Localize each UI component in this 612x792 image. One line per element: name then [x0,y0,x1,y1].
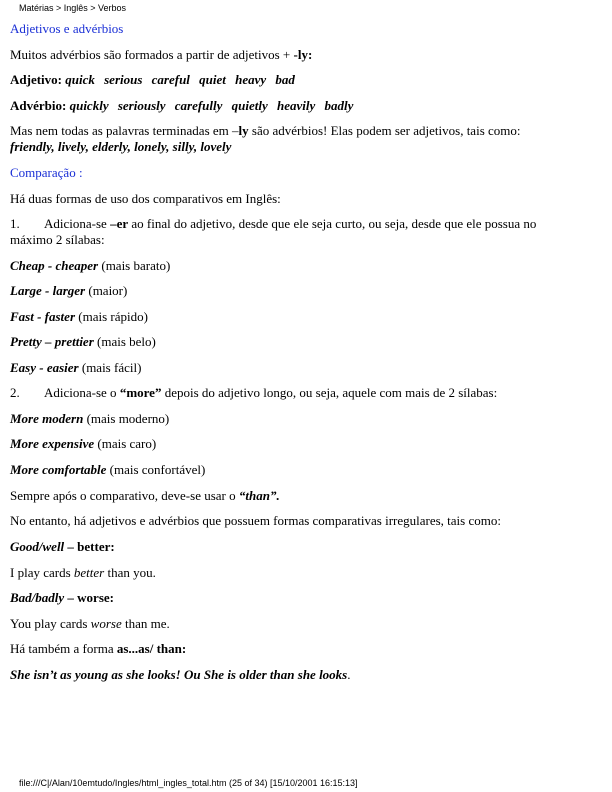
rule-2 [10,385,497,401]
example-english: Pretty – prettier [10,334,94,349]
bad-badly-label: Bad/badly [10,590,65,605]
example-translation: (mais moderno) [83,411,170,426]
example-translation: (mais confortável) [106,462,206,477]
short-comparative-example [10,334,156,350]
more-word: “more” [119,385,162,400]
rule-1-text: Adiciona-se [44,216,111,231]
rule-text: Muitos advérbios são formados a partir de adjetivos + [10,47,294,62]
rule-1 [10,216,580,248]
ly-suffix: -ly: [293,47,313,62]
short-comparative-example [10,283,127,299]
example-translation: (mais fácil) [78,360,142,375]
example-translation: (mais caro) [94,436,157,451]
example-text: I play cards [10,565,74,580]
example-english: More modern [10,411,84,426]
adjective-list: quick serious careful quiet heavy bad [65,72,295,87]
rule-2-number: 2. [10,385,20,400]
worse-word: worse [90,616,122,631]
rule-1-number: 1. [10,216,20,231]
dash-separator: – [64,539,78,554]
example-translation: (mais rápido) [75,309,148,324]
long-comparative-example [10,411,169,427]
er-suffix: –er [110,216,129,231]
good-well-label: Good/well [10,539,65,554]
example-english: Cheap - cheaper [10,258,99,273]
final-period: . [347,667,351,682]
adverb-formation-rule [10,47,312,63]
better-example [10,565,156,581]
worse-example [10,616,170,632]
example-translation: (mais belo) [93,334,156,349]
long-comparative-example [10,436,156,452]
adverb-label: Advérbio: [10,98,67,113]
as-as-text: Há também a forma [10,641,117,656]
final-example [10,667,351,683]
adjective-label: Adjetivo: [10,72,62,87]
example-translation: (mais barato) [98,258,171,273]
adjective-examples [10,72,295,88]
better-label: better: [77,539,115,554]
note-ly: ly [238,123,249,138]
example-english: More comfortable [10,462,107,477]
better-word: better [73,565,105,580]
comparison-intro: Há duas formas de uso dos comparativos em Inglês: [10,191,281,206]
example-text-end: than you. [104,565,156,580]
example-english: Fast - faster [10,309,75,324]
rule-2-text: Adiciona-se o [44,385,120,400]
than-rule-text: Sempre após o comparativo, deve-se usar o [10,488,239,503]
example-english: More expensive [10,436,95,451]
rule-1-text-end: ao final do adjetivo, desde que ele seja curto, ou seja, desde que ele possua no máximo 2 sílabas: [10,216,537,247]
section-heading-adjectives-adverbs: Adjetivos e advérbios [10,21,124,36]
example-text: You play cards [10,616,91,631]
irregular-good [10,539,115,555]
example-translation: (maior) [85,283,128,298]
ly-adjectives-note [10,123,580,155]
as-as-form [10,641,186,657]
rule-2-text-end: depois do adjetivo longo, ou seja, aquele com mais de 2 sílabas: [161,385,498,400]
file-path-footer: file:///C|/Alan/10emtudo/Ingles/html_ingles_total.htm (25 of 34) [15/10/2001 16:15:13] [19,778,358,788]
short-comparative-example [10,258,170,274]
irregular-bad [10,590,114,606]
final-example-text: She isn’t as young as she looks! Ou She is older than she looks [10,667,348,682]
than-word: “than”. [238,488,280,503]
short-comparative-example [10,309,148,325]
ly-adjective-list: friendly, lively, elderly, lonely, silly, lovely [10,139,232,154]
short-comparative-example [10,360,141,376]
section-heading-comparison: Comparação : [10,165,83,180]
long-comparative-example [10,462,205,478]
note-text: Mas nem todas as palavras terminadas em – [10,123,239,138]
as-as-label: as...as/ than: [116,641,187,656]
than-rule [10,488,280,504]
irregular-intro: No entanto, há adjetivos e advérbios que possuem formas comparativas irregulares, tais como: [10,513,501,528]
adverb-list: quickly seriously carefully quietly heavily badly [69,98,354,113]
example-english: Large - larger [10,283,86,298]
example-english: Easy - easier [10,360,79,375]
example-text-end: than me. [121,616,170,631]
worse-label: worse: [77,590,114,605]
adverb-examples [10,98,353,114]
note-text-end: são advérbios! Elas podem ser adjetivos, tais como: [248,123,521,138]
dash-separator: – [64,590,78,605]
breadcrumb: Matérias > Inglês > Verbos [19,3,127,13]
